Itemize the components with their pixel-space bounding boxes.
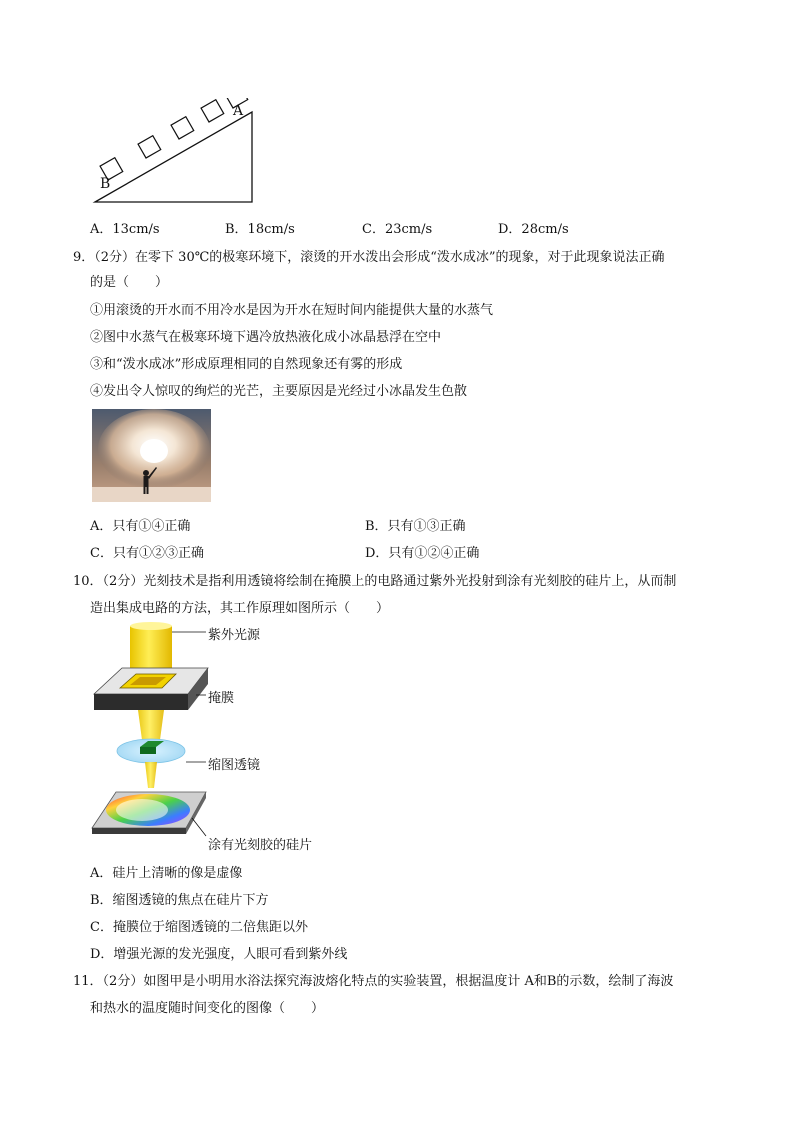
q10-stem-line1: 10．（2分）光刻技术是指利用透镜将绘制在掩膜上的电路通过紫外光投射到涂有光刻胶的硅片上，从而制 bbox=[73, 574, 677, 589]
q9-statement-2: ②图中水蒸气在极寒环境下遇冷放热液化成小冰晶悬浮在空中 bbox=[90, 330, 442, 345]
q10-option-c[interactable]: C．掩膜位于缩图透镜的二倍焦距以外 bbox=[90, 920, 308, 935]
q9-stem-line1: 9．（2分）在零下 30℃的极寒环境下，滚烫的开水泼出会形成“泼水成冰”的现象，对于此现象说法正确 bbox=[73, 250, 665, 265]
q10-option-b[interactable]: B．缩图透镜的焦点在硅片下方 bbox=[90, 893, 269, 908]
q10-option-a[interactable]: A．硅片上清晰的像是虚像 bbox=[90, 866, 243, 881]
q10-option-d[interactable]: D．增强光源的发光强度，人眼可看到紫外线 bbox=[90, 947, 348, 962]
q9-option-d[interactable]: D．只有①②④正确 bbox=[365, 546, 480, 561]
label-coated-wafer: 涂有光刻胶的硅片 bbox=[208, 838, 313, 853]
q9-statement-3: ③和“泼水成冰”形成原理相同的自然现象还有雾的形成 bbox=[90, 357, 403, 372]
ice-splash-photo bbox=[92, 409, 211, 502]
q10-stem-line2: 造出集成电路的方法，其工作原理如图所示（ ） bbox=[90, 601, 390, 616]
label-reduction-lens: 缩图透镜 bbox=[208, 758, 261, 773]
block-b-label: B bbox=[100, 176, 111, 192]
q9-statement-1: ①用滚烫的开水而不用冷水是因为开水在短时间内能提供大量的水蒸气 bbox=[90, 303, 494, 318]
q8-option-b[interactable]: B．18cm/s bbox=[225, 222, 295, 237]
block-a-label: A bbox=[233, 103, 244, 119]
q9-statement-4: ④发出令人惊叹的绚烂的光芒，主要原因是光经过小冰晶发生色散 bbox=[90, 384, 468, 399]
q9-option-a[interactable]: A．只有①④正确 bbox=[90, 519, 191, 534]
q8-option-d[interactable]: D．28cm/s bbox=[498, 222, 569, 237]
q8-option-a[interactable]: A．13cm/s bbox=[90, 222, 160, 237]
q9-option-c[interactable]: C．只有①②③正确 bbox=[90, 546, 204, 561]
label-uv-source: 紫外光源 bbox=[208, 628, 261, 643]
q11-stem-line2: 和热水的温度随时间变化的图像（ ） bbox=[90, 1001, 325, 1016]
q11-stem-line1: 11．（2分）如图甲是小明用水浴法探究海波熔化特点的实验装置，根据温度计 A和B的示数，绘制了海波 bbox=[73, 974, 674, 989]
label-mask: 掩膜 bbox=[208, 691, 235, 706]
q8-option-c[interactable]: C．23cm/s bbox=[362, 222, 433, 237]
q9-option-b[interactable]: B．只有①③正确 bbox=[365, 519, 466, 534]
lithography-leader-lines bbox=[140, 622, 210, 838]
q9-stem-line2: 的是（ ） bbox=[90, 275, 169, 290]
